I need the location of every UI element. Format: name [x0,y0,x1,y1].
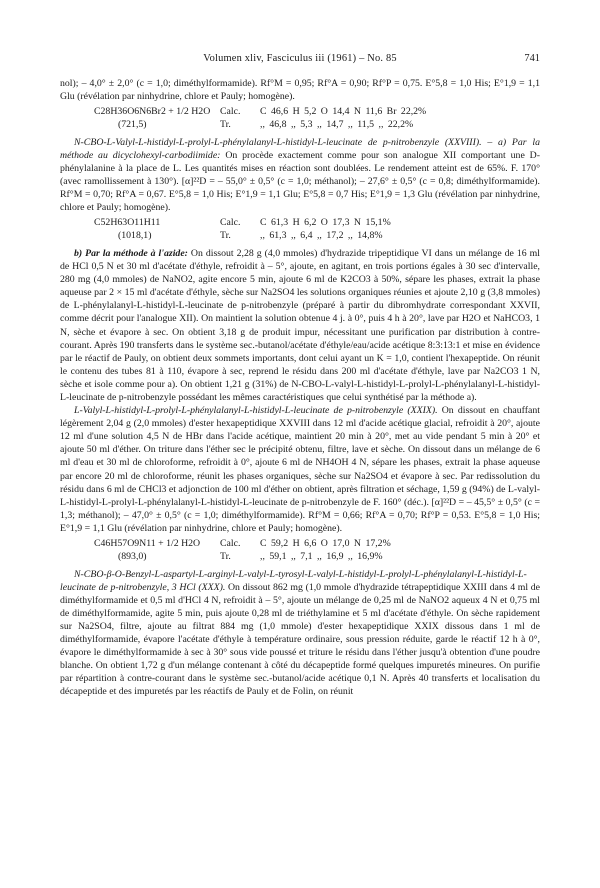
running-title: Volumen xliv, Fasciculus iii (1961) – No. 85 [203,53,397,64]
analysis-found-values: ,, 59,1 ,, 7,1 ,, 16,9 ,, 16,9% [260,550,383,562]
analysis-weight: (1018,1) [118,230,152,242]
analysis-calc-label: Calc. [220,106,241,118]
analysis-found-label: Tr. [220,230,231,242]
elemental-analysis-1 [60,106,540,132]
paragraph-continuation: nol); – 4,0° ± 2,0° (c = 1,0; diméthylformamide). Rf°M = 0,95; Rf°A = 0,90; Rf°P = 0,75. E°5,8 = 1,0 His; E°1,9 = 1,1 Glu (révélation par ninhydrine, chlore et Pauly; homogène). [60,78,540,103]
method-a-heading: – a) Par la méthode au dicyclohexyl-carbodiimide: [60,136,541,161]
analysis-found-values: ,, 61,3 ,, 6,4 ,, 17,2 ,, 14,8% [260,230,383,242]
running-header [60,52,540,66]
analysis-calc-values: C 59,2 H 6,6 O 17,0 N 17,2% [260,538,391,549]
analysis-found-values: ,, 46,8 ,, 5,3 ,, 14,7 ,, 11,5 ,, 22,2% [260,118,414,130]
paragraph-xxix-text: On dissout en chauffant légèrement 2,04 g (2,0 mmoles) d'ester hexapeptidique XXVIII dans 12 ml d'acide acétique glacial, refroidit à 20°, ajoute 12 ml d'une solution 4,5 N de HBr dans l'acide acétique, maintient 20 min à 20°, met au vide pendant 5 min à 20° et ajoute 50 ml d'éther. On triture dans l'éther sec le précipité obtenu, filtre, lave et sèche. On dissout dans un mélange de 6 ml d'eau et 30 ml de chloroforme, refroidit à 0°, ajoute 6 ml de NH4OH 4 N, sépare les phases, extrait la phase aqueuse par encore 20 ml de chloroforme, réunit les phases organiques, sèche sur Na2SO4 et évapore à sec. Par redissolution du résidu dans 6 ml de CHCl3 et adjonction de 100 ml d'éther on obtient, après filtration et séchage, 1,59 g (94%) de L-valyl-L-histidyl-L-prolyl-L-phénylalanyl-L-histidyl-L-leucinate de p-nitrobenzyle de F. 160° (déc.). [α]²²D = – 45,5° ± 0,5° (c = 1,3; méthanol); – 47,0° ± 0,5° (c = 1,0; diméthylformamide). Rf°M = 0,66; Rf°A = 0,70; Rf°P = 0,53. E°5,8 = 1,0 His; E°1,9 = 1,1 Glu (révélation par ninhydrine, chlore et Pauly; homogène). [60,405,540,534]
analysis-calc-label: Calc. [220,538,241,549]
paragraph-xxx [60,568,540,699]
article-body [60,77,540,699]
analysis-formula: C52H63O11H11 [94,217,161,229]
paragraph-xxx-text: On dissout 862 mg (1,0 mmole d'hydrazide tétrapeptidique XXIII dans 4 ml de diméthylformamide et 0,5 ml d'HCl 4 N, refroidit à – 5°, ajoute un mélange de 0,25 ml de NaNO2 aqueux 4 N et 0,75 ml de diméthylformamide, agite 5 min, puis ajoute 0,28 ml de triéthylamine et 5 ml d'acétate d'éthyle. On sèche rapidement sur Na2SO4, filtre, ajoute au filtrat 884 mg (1,0 mmole) d'ester hexapeptidique XXIX dissous dans 1 ml de diméthylformamide, évapore l'acétate d'éthyle à température ordinaire, sous pression réduite, garde le réactif 12 h à 0°, évapore le diméthylformamide à sec à 30° sous vide poussé et triture le résidu dans l'éther jusqu'à obtention d'une poudre blanche. On obtient 1,72 g d'un mélange contenant à côté du décapeptide formé quelques impuretés mineures. On purifie par répartition à contre-courant dans le système sec.-butanol/acide acétique 0,1 N. Après 40 transferts et localisation du décapeptide et des impuretés par les réactifs de Pauly et de Folin, on réunit [60,581,540,698]
elemental-analysis-3 [60,538,540,564]
elemental-analysis-2 [60,217,540,243]
paragraph-xxix [60,404,540,535]
analysis-weight: (721,5) [118,118,147,130]
method-b-heading: b) Par la méthode à l'azide: [74,247,188,259]
analysis-formula: C46H57O9N11 + 1/2 H2O [94,538,201,549]
compound-title-xxx: N-CBO-β-O-Benzyl-L-aspartyl-L-arginyl-L-valyl-L-tyrosyl-L-valyl-L-histidyl-L-prolyl-L-phénylalanyl-L-histidyl-L-leucinate de p-nitrobenzyle, 3 HCl (XXX). [60,568,527,593]
analysis-calc-label: Calc. [220,217,241,229]
analysis-found-label: Tr. [220,550,231,562]
compound-title-xxviii: N-CBO-L-Valyl-L-histidyl-L-prolyl-L-phénylalanyl-L-histidyl-L-leucinate de p-nitrobenzyle (XXVIII). [74,136,482,148]
analysis-calc-values: C 61,3 H 6,2 O 17,3 N 15,1% [260,217,391,229]
analysis-weight: (893,0) [118,550,147,562]
analysis-found-label: Tr. [220,118,231,130]
analysis-formula: C28H36O6N6Br2 + 1/2 H2O [94,106,211,118]
page-number: 741 [524,53,540,64]
compound-title-xxix: L-Valyl-L-histidyl-L-prolyl-L-phénylalanyl-L-histidyl-L-leucinate de p-nitrobenzyle (XXIX). [74,405,438,417]
paragraph-xxviii [60,136,540,215]
analysis-calc-values: C 46,6 H 5,2 O 14,4 N 11,6 Br 22,2% [260,106,427,118]
paragraph-xxviii-text: On procède exactement comme pour son analogue XII comportant une D-phénylalanine à la place de L. Les quantités mises en réaction sont doublées. Le rendement atteint est de 65%. F. 170° (avec ramollissement à 130°). [α]²²D = – 55,0° ± 0,5° (c = 1,0; méthanol); – 27,6° ± 0,5° (c = 0,8; diméthylformamide). Rf°M = 0,70; Rf°A = 0,67. E°5,8 = 1,0 His; E°1,9 = 1,1 Glu; E°5,8 = 0,7 His; E°1,9 = 1,3 Glu (révélation par ninhydrine, chlore et Pauly; homogène). [60,149,540,214]
paragraph-method-b-text: On dissout 2,28 g (4,0 mmoles) d'hydrazide tripeptidique VI dans un mélange de 16 ml de HCl 0,5 N et 30 ml d'acétate d'éthyle, refroidit à – 5°, ajoute, en agitant, en trois portions égales à 30 sec d'intervalle, 280 mg (4,0 mmoles) de NaNO2, agite encore 5 min, ajoute 6 ml de K2CO3 à 50%, sépare les phases, extrait la phase aqueuse par 2 × 15 ml d'acétate d'éthyle, sèche sur Na2SO4 les solutions organiques réunies et ajoute 2,10 g (3,8 mmoles) de L-phénylalanyl-L-histidyl-L-leucinate de p-nitrobenzyle (préparé à partir du dibromhydrate correspondant XXVII, comme décrit pour l'analogue XII). On maintient la solution obtenue 4 j. à 0°, puis 4 h à 20°, lave par H2O et NaHCO3, 1 N, sèche et évapore à sec. On obtient 3,18 g de produit impur, nécessitant une purification par distribution à contre-courant. Après 190 transferts dans le système sec.-butanol/acétate d'éthyle/eau/acide acétique 8:3:13:1 et mise en évidence par le réactif de Pauly, on obtient deux sommets importants, dont celui ayant un K = 1,0, contient l'hexapeptide. On réunit le contenu des tubes 81 à 110, évapore à sec, reprend le résidu dans 200 ml d'acétate d'éthyle, lave par Na2CO3 1 N, sèche et isole comme pour a). On obtient 1,21 g (31%) de N-CBO-L-valyl-L-histidyl-L-prolyl-L-phénylalanyl-L-histidyl-L-leucinate de p-nitrobenzyle possédant les mêmes caractéristiques que celui synthétisé par la méthode a). [60,247,540,403]
paragraph-method-b [60,247,540,404]
